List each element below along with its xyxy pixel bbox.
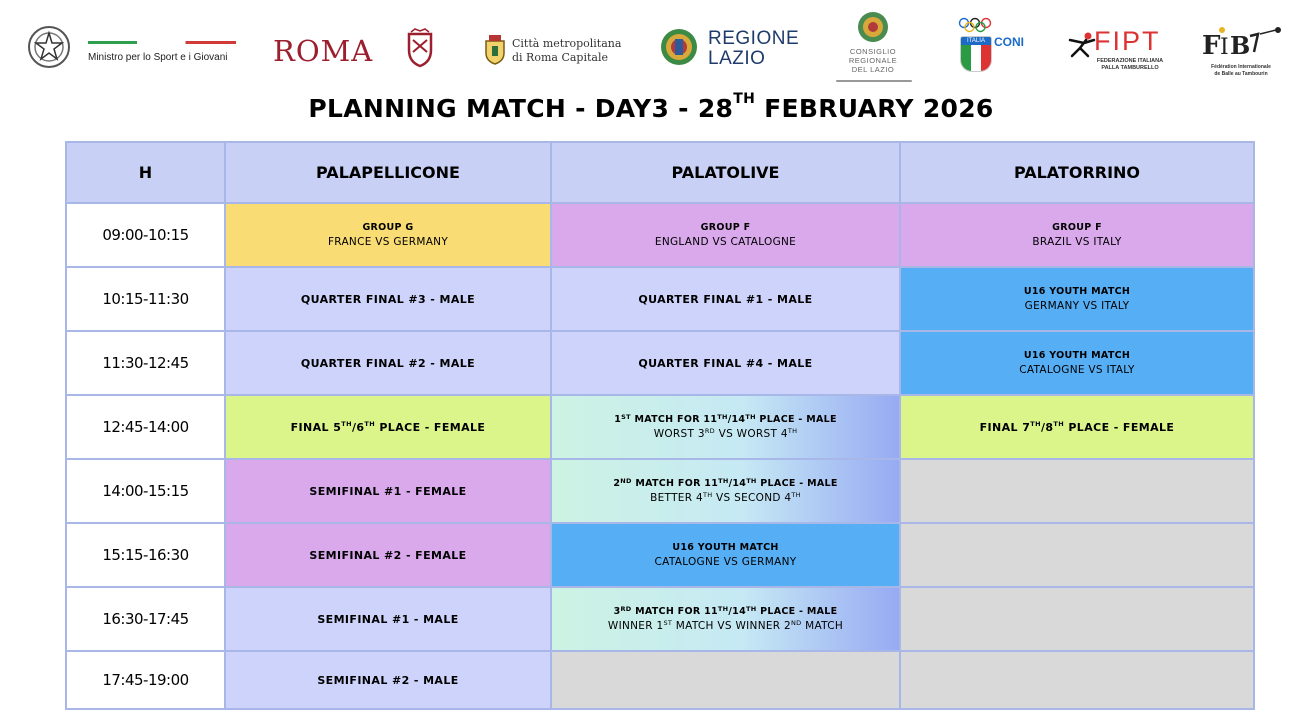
match-cell-r4-palatorrino [901,396,1253,458]
match-title: QUARTER FINAL #4 - MALE [638,356,813,370]
empty-cell-r5-palatorrino [901,460,1253,522]
consiglio-regionale-emblem-icon [856,10,890,48]
match-title: SEMIFINAL #1 - FEMALE [309,484,467,498]
logo-bar [0,0,1302,92]
regione-lazio-emblem-icon [659,27,699,71]
time-slot-6: 15:15-16:30 [67,524,224,586]
match-teams: CATALOGNE VS GERMANY [654,555,797,568]
citta-line-1: Città metropolitana [512,37,622,50]
match-cell-r2-palapellicone [226,268,550,330]
match-cell-r4-palatolive [552,396,899,458]
match-title: QUARTER FINAL #3 - MALE [300,292,476,306]
regione-line-1: REGIONE [708,28,800,49]
match-cell-r4-palapellicone [226,396,550,458]
svg-text:B: B [1230,31,1251,60]
match-teams: FRANCE VS GERMANY [327,235,449,248]
match-title: GROUP F [700,221,751,233]
match-title: QUARTER FINAL #2 - MALE [300,356,476,370]
fipt-line-1: FEDERAZIONE ITALIANA [1096,58,1164,64]
empty-cell-r8-palatolive [552,652,899,708]
page-title [0,91,1302,123]
consiglio-regionale-text [838,47,908,74]
match-cell-r6-palapellicone [226,524,550,586]
match-teams: GERMANY VS ITALY [1024,299,1130,312]
match-cell-r7-palatolive [552,588,899,650]
fipt-logo-text: FIPT [1094,26,1161,56]
match-title: 3RD MATCH FOR 11TH/14TH PLACE - MALE [613,604,838,617]
fibt-logo-icon [1200,24,1284,66]
match-cell-r3-palapellicone [226,332,550,394]
header-palapellicone: PALAPELLICONE [226,143,550,202]
coni-logo-text: CONI [994,35,1024,49]
match-title: 1ST MATCH FOR 11TH/14TH PLACE - MALE [614,412,837,425]
time-slot-5: 14:00-15:15 [67,460,224,522]
time-slot-7: 16:30-17:45 [67,588,224,650]
citta-metropolitana-emblem-icon [484,33,506,69]
time-slot-8: 17:45-19:00 [67,652,224,708]
coni-italia-badge [960,36,992,72]
match-title: GROUP G [362,221,414,233]
time-slot-4: 12:45-14:00 [67,396,224,458]
match-cell-r1-palatolive [552,204,899,266]
citta-metropolitana-text [512,37,621,65]
fibt-subtitle [1198,64,1284,77]
fipt-line-2: PALLA TAMBURELLO [1101,65,1159,71]
title-pre: PLANNING MATCH - DAY3 - 28 [308,94,734,123]
regione-line-2: LAZIO [708,48,766,69]
roma-shield-icon [405,28,435,72]
consiglio-line-3: DEL LAZIO [851,65,895,74]
match-teams: BETTER 4TH VS SECOND 4TH [650,490,801,504]
time-slot-3: 11:30-12:45 [67,332,224,394]
ministry-flag-line [88,41,236,44]
ministry-logo-text: Ministro per lo Sport e i Giovani [88,52,228,63]
match-cell-r7-palapellicone [226,588,550,650]
svg-text:F: F [1202,31,1221,61]
fibt-line-2: de Balle au Tambourin [1214,70,1268,77]
match-title: QUARTER FINAL #1 - MALE [638,292,813,306]
olympic-rings-icon [958,17,992,37]
time-slot-2: 10:15-11:30 [67,268,224,330]
regione-lazio-text [708,29,799,69]
fipt-subtitle [1094,58,1166,72]
match-teams: CATALOGNE VS ITALY [1019,363,1135,376]
empty-cell-r8-palatorrino [901,652,1253,708]
match-cell-r8-palapellicone [226,652,550,708]
match-teams: WINNER 1ST MATCH VS WINNER 2ND MATCH [607,618,844,632]
italian-republic-emblem-icon [26,24,72,74]
match-title: GROUP F [1052,221,1102,233]
header-palatorrino: PALATORRINO [901,143,1253,202]
consiglio-line-1: CONSIGLIO [849,47,897,56]
match-title: SEMIFINAL #2 - MALE [317,673,459,687]
match-cell-r5-palapellicone [226,460,550,522]
match-title: FINAL 5TH/6TH PLACE - FEMALE [290,419,486,434]
coni-italia-label: ITALIA [961,37,991,45]
match-cell-r3-palatolive [552,332,899,394]
title-sup: TH [733,91,756,107]
match-cell-r1-palapellicone [226,204,550,266]
header-hour: H [67,143,224,202]
match-cell-r1-palatorrino [901,204,1253,266]
match-cell-r2-palatolive [552,268,899,330]
header-palatolive: PALATOLIVE [552,143,899,202]
match-teams: ENGLAND VS CATALOGNE [654,235,797,248]
match-cell-r3-palatorrino [901,332,1253,394]
consiglio-line-2: REGIONALE [848,56,898,65]
match-teams: WORST 3RD VS WORST 4TH [653,426,798,440]
match-cell-r6-palatolive [552,524,899,586]
empty-cell-r7-palatorrino [901,588,1253,650]
roma-logo-text: ROMA [273,34,374,68]
citta-line-2: di Roma Capitale [512,51,608,64]
match-title: SEMIFINAL #2 - FEMALE [309,548,467,562]
time-slot-1: 09:00-10:15 [67,204,224,266]
match-title: U16 YOUTH MATCH [1023,285,1131,297]
fibt-line-1: Fédération Internationale [1211,64,1271,70]
match-cell-r2-palatorrino [901,268,1253,330]
match-title: U16 YOUTH MATCH [1023,349,1131,361]
svg-text:I: I [1220,35,1229,60]
empty-cell-r6-palatorrino [901,524,1253,586]
match-teams: BRAZIL VS ITALY [1032,235,1122,248]
consiglio-underline [836,80,912,82]
match-title: FINAL 7TH/8TH PLACE - FEMALE [979,419,1175,434]
match-title: SEMIFINAL #1 - MALE [317,612,459,626]
match-cell-r5-palatolive [552,460,899,522]
match-title: 2ND MATCH FOR 11TH/14TH PLACE - MALE [613,476,838,489]
schedule-table [65,141,1255,710]
title-post: FEBRUARY 2026 [755,94,994,123]
match-title: U16 YOUTH MATCH [672,541,779,553]
